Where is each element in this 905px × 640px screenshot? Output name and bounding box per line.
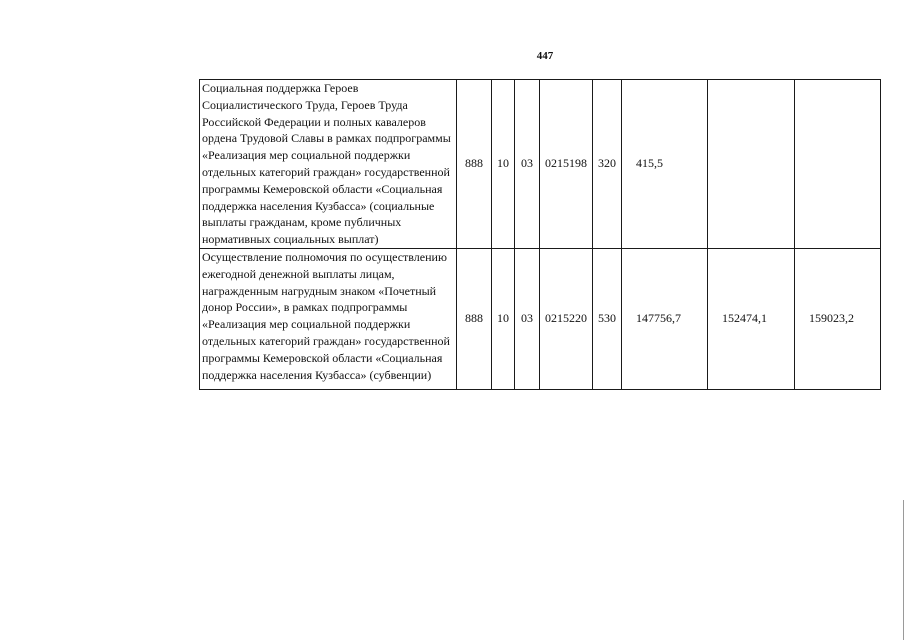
description-line: нормативных социальных выплат) xyxy=(202,232,379,247)
amount-year-1-cell: 147756,7 xyxy=(622,248,708,389)
description-line: донор России», в рамках подпрограммы xyxy=(202,300,408,315)
subsection-code-cell: 03 xyxy=(515,80,540,249)
amount-year-2-cell: 152474,1 xyxy=(708,248,795,389)
subsection-code-cell: 03 xyxy=(515,248,540,389)
expense-type-cell: 320 xyxy=(593,80,622,249)
description-line: программы Кемеровской области «Социальная xyxy=(202,350,443,365)
description-line: отдельных категорий граждан» государственной xyxy=(202,333,450,348)
expense-type-cell: 530 xyxy=(593,248,622,389)
description-line: ежегодной денежной выплаты лицам, xyxy=(202,266,395,281)
description-line: отдельных категорий граждан» государственной xyxy=(202,164,450,179)
target-article-cell: 0215220 xyxy=(540,248,593,389)
description-line: «Реализация мер социальной поддержки xyxy=(202,148,411,163)
description-line: Социальная поддержка Героев xyxy=(202,81,359,95)
description-line: программы Кемеровской области «Социальная xyxy=(202,181,443,196)
target-article-cell: 0215198 xyxy=(540,80,593,249)
description-line: ордена Трудовой Славы в рамках подпрограммы xyxy=(202,131,451,146)
description-line: поддержка населения Кузбасса» (субвенции) xyxy=(202,367,432,382)
amount-year-2-cell xyxy=(708,80,795,249)
description-line: «Реализация мер социальной поддержки xyxy=(202,317,411,332)
description-line: Социалистического Труда, Героев Труда xyxy=(202,97,408,112)
description-line: Осуществление полномочия по осуществлению xyxy=(202,249,447,264)
table-row xyxy=(200,80,881,249)
section-code-cell: 10 xyxy=(492,80,515,249)
section-code-cell: 10 xyxy=(492,248,515,389)
table-row xyxy=(200,248,881,389)
ministry-code-cell: 888 xyxy=(457,80,492,249)
amount-year-3-cell: 159023,2 xyxy=(795,248,881,389)
budget-table xyxy=(199,79,881,390)
ministry-code-cell: 888 xyxy=(457,248,492,389)
description-cell xyxy=(200,80,457,249)
description-line: награжденным нагрудным знаком «Почетный xyxy=(202,283,437,298)
description-line: выплаты гражданам, кроме публичных xyxy=(202,215,402,230)
page-number: 447 xyxy=(536,50,554,62)
amount-year-1-cell: 415,5 xyxy=(622,80,708,249)
description-line: поддержка населения Кузбасса» (социальные xyxy=(202,198,435,213)
amount-year-3-cell xyxy=(795,80,881,249)
description-line: Российской Федерации и полных кавалеров xyxy=(202,114,426,129)
scan-edge-line xyxy=(903,500,904,640)
description-cell xyxy=(200,248,457,389)
